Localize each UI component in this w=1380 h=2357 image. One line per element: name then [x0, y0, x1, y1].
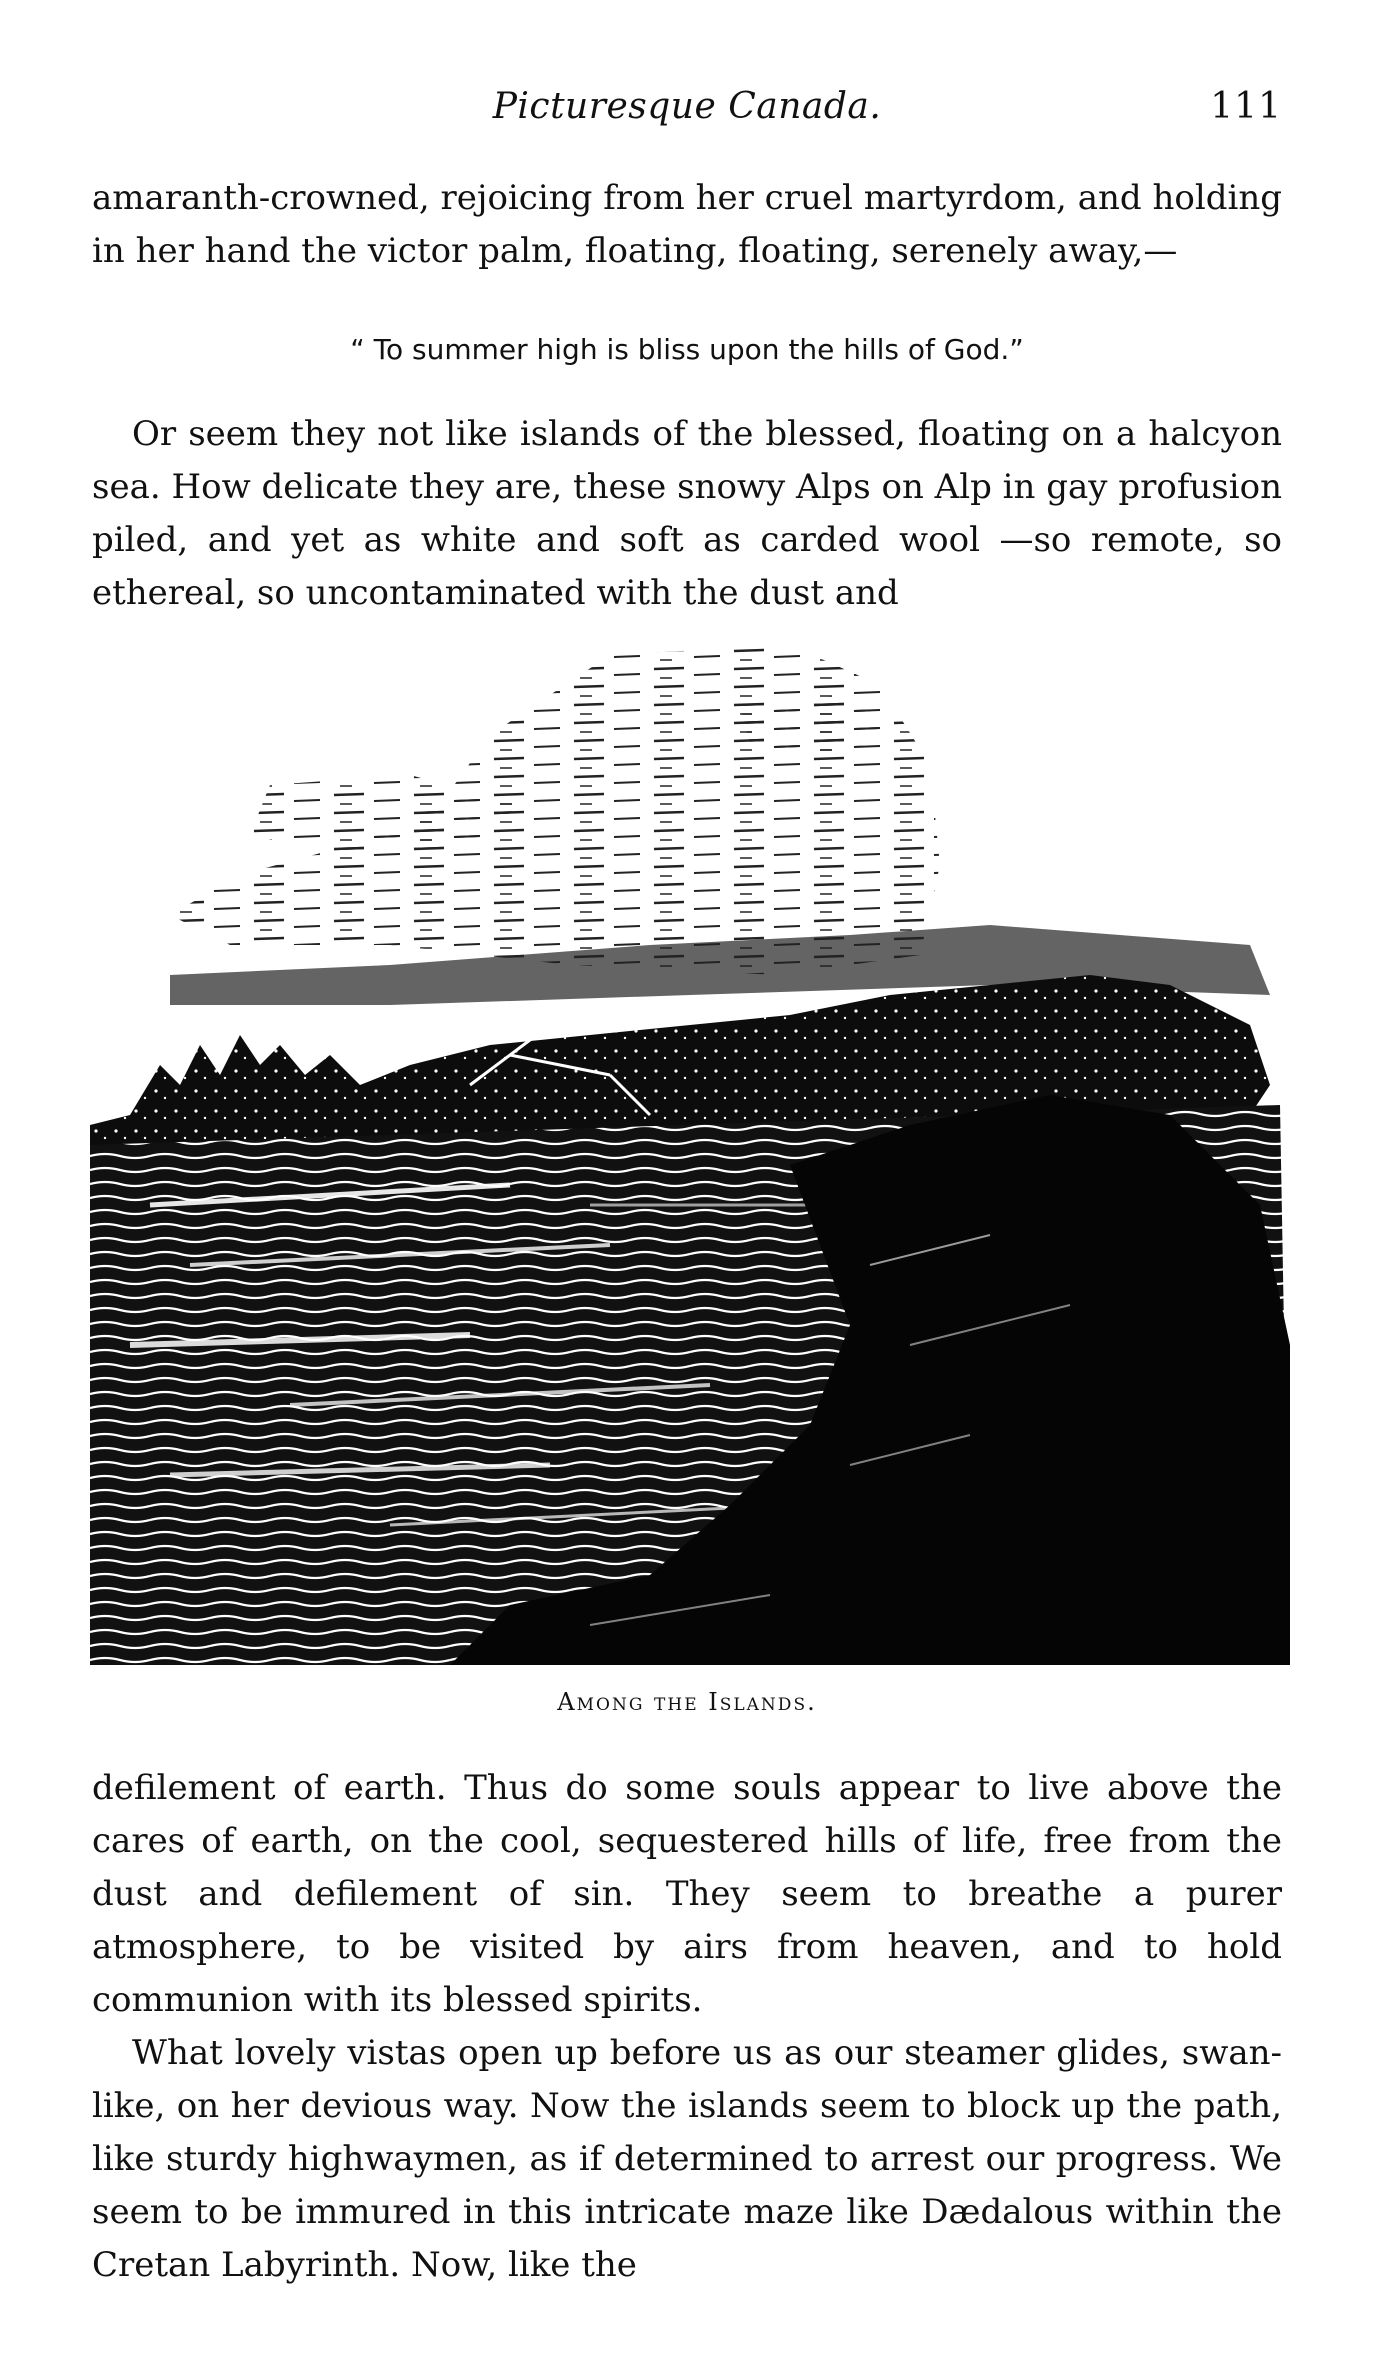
- engraving-illustration: [90, 645, 1290, 1665]
- block-quote: “ To summer high is bliss upon the hills of God.”: [350, 333, 1024, 366]
- text-block-mid: [92, 408, 1282, 620]
- text-block-bottom: [92, 1762, 1282, 2292]
- page-number: 111: [1210, 86, 1282, 127]
- paragraph: defilement of earth. Thus do some souls appear to live above the cares of earth, on the cool, sequestered hills of life, free from the dust and defilement of sin. They seem to breathe a purer atmosphere, to be visited by airs from heaven, and to hold communion with its blessed spirits.: [92, 1768, 1282, 2020]
- illustration-caption: Among the Islands.: [557, 1688, 817, 1716]
- paragraph: Or seem they not like islands of the blessed, floating on a halcyon sea. How delicate they are, these snowy Alps on Alp in gay profusion piled, and yet as white and soft as carded wool —so remote, so ethereal, so uncontaminated with the dust and: [92, 414, 1282, 613]
- paragraph: What lovely vistas open up before us as our steamer glides, swan-like, on her devious way. Now the islands seem to block up the path, like sturdy highwaymen, as if determined to arrest our progress. We seem to be immured in this intricate maze like Dædalous within the Cretan Labyrinth. Now, like the: [92, 2033, 1282, 2285]
- running-title: Picturesque Canada.: [492, 86, 882, 127]
- page-header: [92, 86, 1282, 136]
- paragraph: amaranth-crowned, rejoicing from her cruel martyrdom, and holding in her hand the victor palm, floating, floating, serenely away,—: [92, 178, 1282, 271]
- text-block-top: [92, 172, 1282, 278]
